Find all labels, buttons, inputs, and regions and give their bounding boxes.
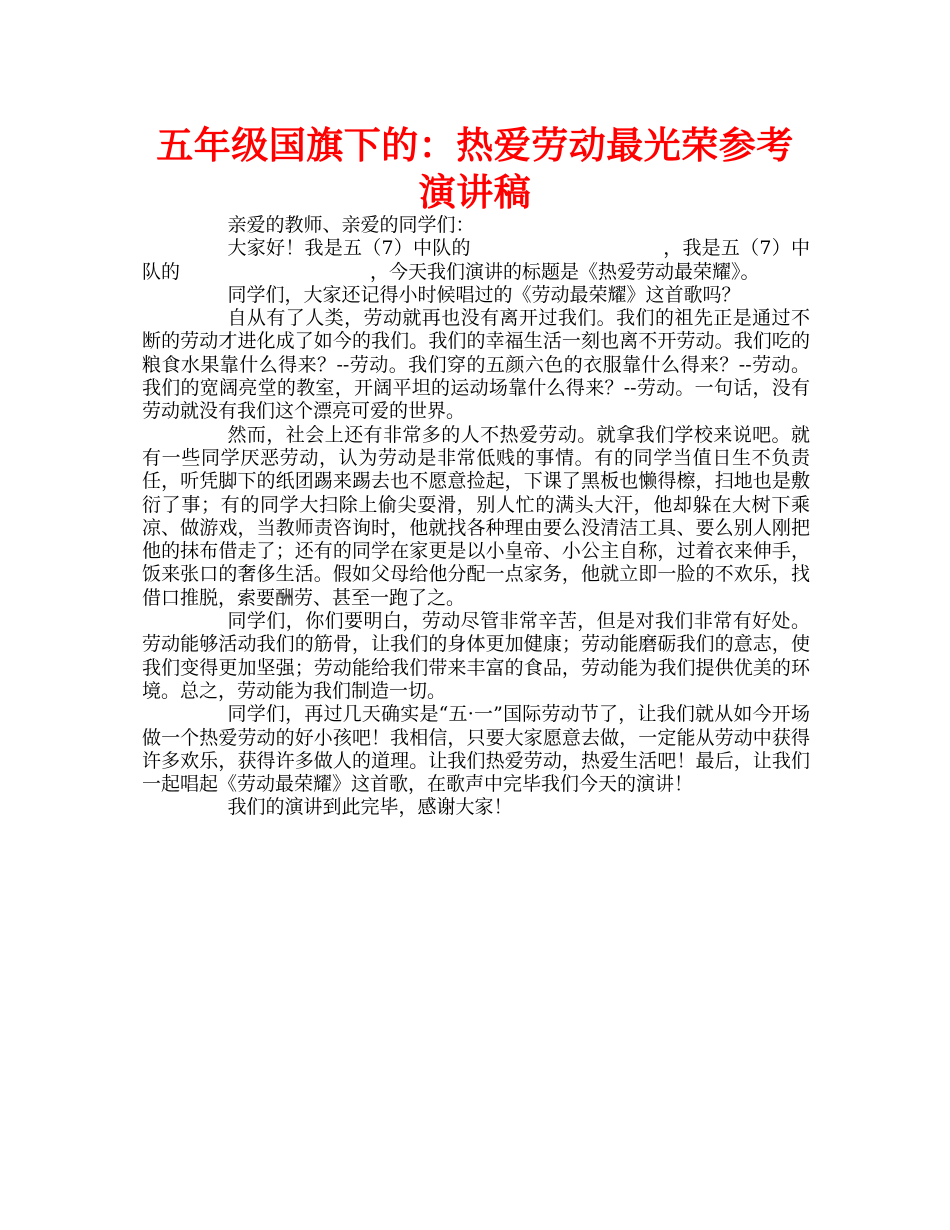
paragraph-call-to-action: 同学们，再过几天确实是“五·一”国际劳动节了，让我们就从如今开场做一个热爱劳动的好小孩吧！我相信，只要大家愿意去做，一定能从劳动中获得许多欢乐，获得许多做人的道理。让我们热爱劳动，热爱生活吧！最后，让我们一起唱起《劳动最荣耀》这首歌，在歌声中完毕我们今天的演讲！ — [142, 703, 810, 796]
paragraph-closing: 我们的演讲到此完毕，感谢大家！ — [227, 796, 513, 819]
paragraph-intro: 大家好！我是五（7）中队的 ，我是五（7）中队的 ，今天我们演讲的标题是《热爱劳动最荣耀》。 — [142, 237, 810, 283]
paragraph-problems: 然而，社会上还有非常多的人不热爱劳动。就拿我们学校来说吧。就有一些同学厌恶劳动，认为劳动是非常低贱的事情。有的同学当值日生不负责任，听凭脚下的纸团踢来踢去也不愿意捡起，下课了黑板也懒得檫，扫地也是敷衍了事；有的同学大扫除上偷尖耍滑，别人忙的满头大汗，他却躲在大树下乘凉、做游戏，当教师责咨询时，他就找各种理由要么没清洁工具、要么别人刚把他的抹布借走了；还有的同学在家更是以小皇帝、小公主自称，过着衣来伸手，饭来张口的奢侈生活。假如父母给他分配一点家务，他就立即一脸的不欢乐，找借口推脱，索要酬劳、甚至一跑了之。 — [142, 423, 810, 609]
paragraph-greeting: 亲爱的教师、亲爱的同学们： — [227, 214, 475, 236]
paragraph-benefits: 同学们，你们要明白，劳动尽管非常辛苦，但是对我们非常有好处。劳动能够活动我们的筋骨，让我们的身体更加健康；劳动能磨砺我们的意志，使我们变得更加坚强；劳动能给我们带来丰富的食品，劳动能为我们提供优美的环境。总之，劳动能为我们制造一切。 — [142, 610, 810, 702]
paragraph-question: 同学们，大家还记得小时候唱过的《劳动最荣耀》这首歌吗？ — [227, 283, 741, 306]
document-title: 五年级国旗下的：热爱劳动最光荣参考演讲稿 — [156, 124, 794, 214]
document-body — [142, 214, 810, 820]
paragraph-labor-history: 自从有了人类，劳动就再也没有离开过我们。我们的祖先正是通过不断的劳动才进化成了如今的我们。我们的幸福生活一刻也离不开劳动。我们吃的粮食水果靠什么得来？--劳动。我们穿的五颜六色的衣服靠什么得来？--劳动。我们的宽阔亮堂的教室，开阔平坦的运动场靠什么得来？--劳动。一句话，没有劳动就没有我们这个漂亮可爱的世界。 — [142, 307, 810, 423]
